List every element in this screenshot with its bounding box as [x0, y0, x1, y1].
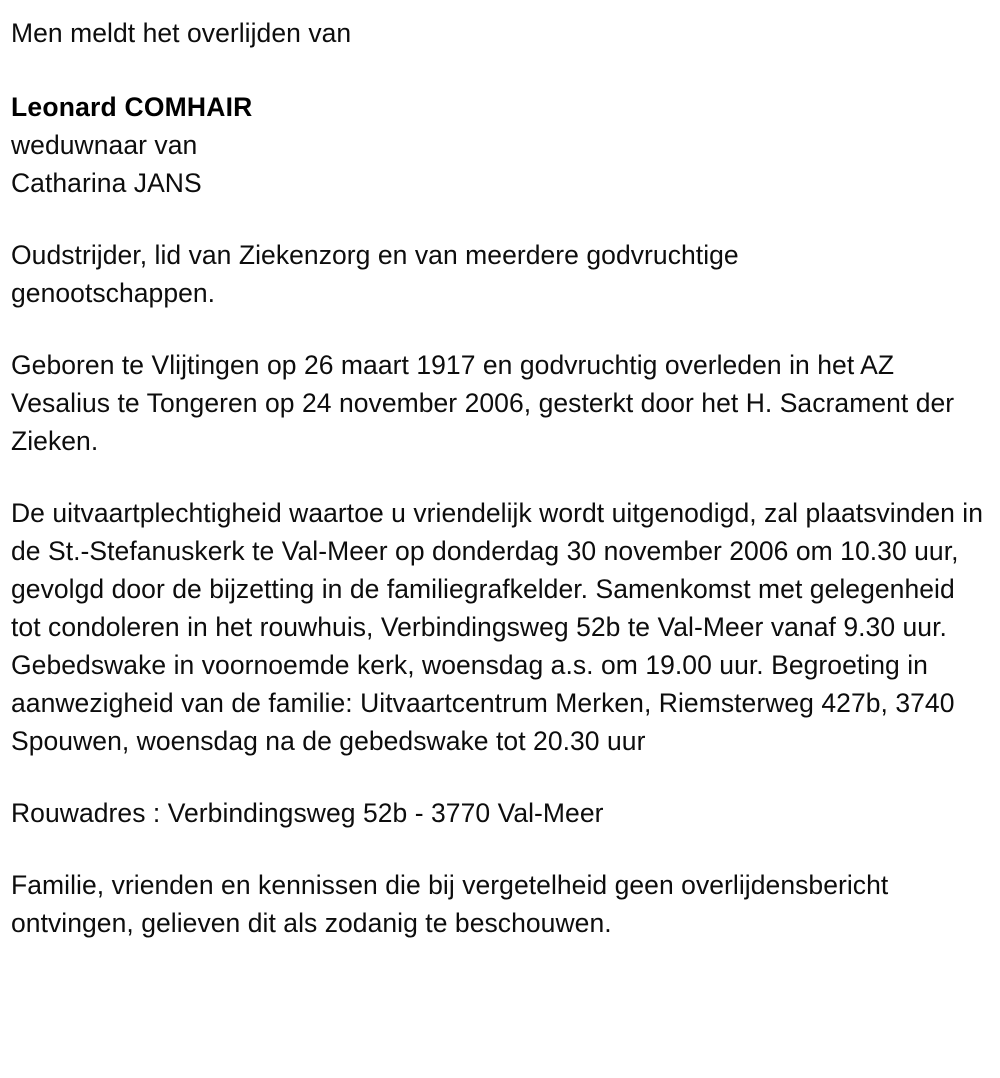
funeral-paragraph: De uitvaartplechtigheid waartoe u vriendelijk wordt uitgenodigd, zal plaatsvinden in de St.-Stefanuskerk te Val-Meer op donderdag 30 november 2006 om 10.30 uur, gevolgd door de bijzetting in de familiegrafkelder. Samenkomst met gelegenheid tot condoleren in het rouwhuis, Verbindingsweg 52b te Val-Meer vanaf 9.30 uur. Gebedswake in voornoemde kerk, woensdag a.s. om 19.00 uur. Begroeting in aanwezigheid van de familie: Uitvaartcentrum Merken, Riemsterweg 427b, 3740 Spouwen, woensdag na de gebedswake tot 20.30 uur — [11, 498, 984, 756]
mourning-address-line: Rouwadres : Verbindingsweg 52b - 3770 Val-Meer — [11, 798, 604, 828]
spacer-after-life — [11, 460, 986, 494]
funeral-block — [11, 494, 986, 760]
spacer-after-deceased — [11, 202, 986, 236]
affiliations-block — [11, 236, 986, 312]
deceased-block — [11, 88, 986, 202]
mourning-address-block — [11, 794, 986, 832]
closing-block — [11, 866, 986, 942]
life-paragraph: Geboren te Vlijtingen op 26 maart 1917 en godvruchtig overleden in het AZ Vesalius te Tongeren op 24 november 2006, gesterkt door het H. Sacrament der Zieken. — [11, 350, 955, 456]
spouse-name: Catharina JANS — [11, 168, 202, 198]
spacer-after-mourning-address — [11, 832, 986, 866]
spacer-after-intro — [11, 52, 986, 88]
intro-line: Men meldt het overlijden van — [11, 18, 352, 48]
closing-paragraph: Familie, vrienden en kennissen die bij vergetelheid geen overlijdensbericht ontvingen, gelieven dit als zodanig te beschouwen. — [11, 870, 889, 938]
spacer-after-affiliations — [11, 312, 986, 346]
deceased-relation-label: weduwnaar van — [11, 130, 198, 160]
affiliations-paragraph: Oudstrijder, lid van Ziekenzorg en van meerdere godvruchtige genootschappen. — [11, 240, 739, 308]
life-block — [11, 346, 986, 460]
intro-block — [11, 14, 986, 52]
spacer-after-funeral — [11, 760, 986, 794]
deceased-name: Leonard COMHAIR — [11, 92, 253, 122]
